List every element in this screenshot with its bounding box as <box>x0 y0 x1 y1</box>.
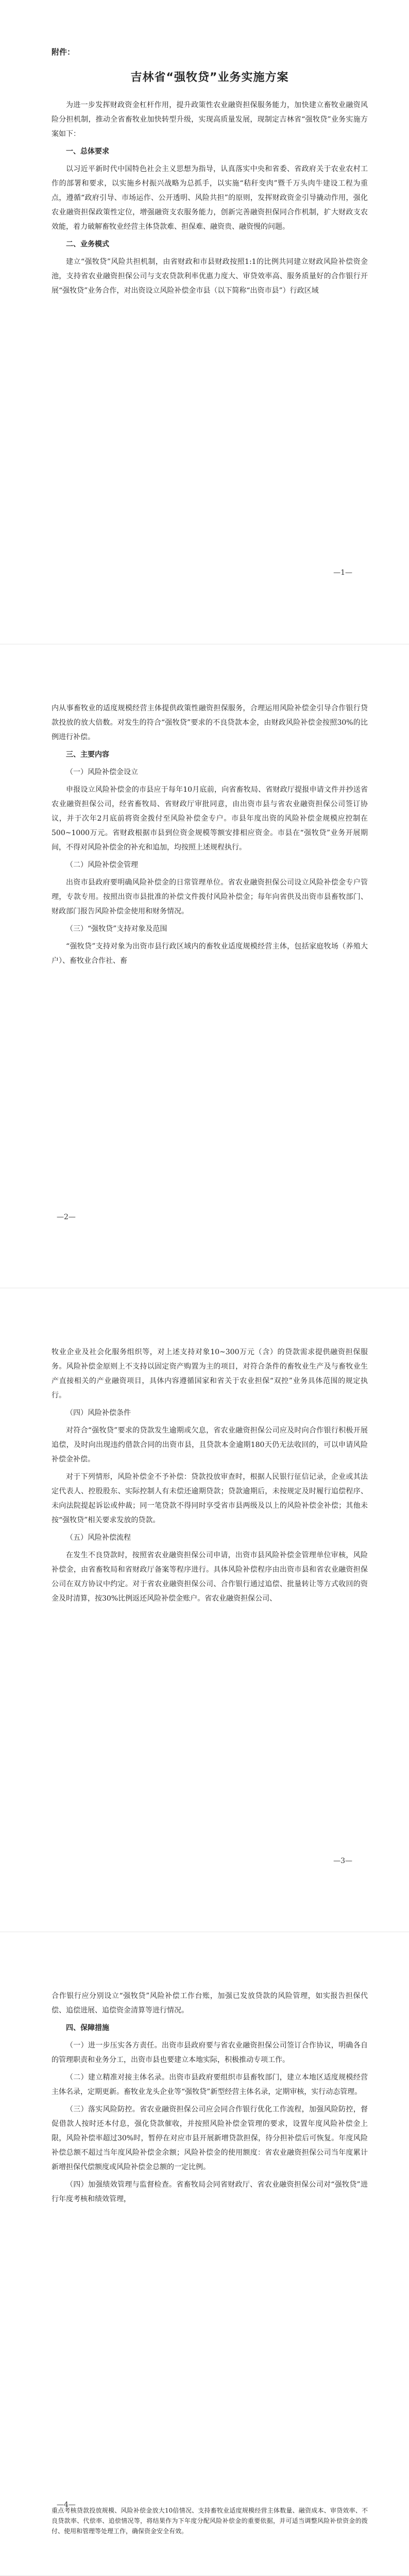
page-1 <box>0 0 409 644</box>
subsection-heading: （四）风险补偿条件 <box>66 1409 131 1417</box>
paragraph: “强牧贷”支持对象为出资市县行政区域内的畜牧业适度规模经营主体，包括家庭牧场（养殖大户）、畜牧业合作社、畜 <box>52 942 368 965</box>
section-heading: 三、主要内容 <box>66 751 109 759</box>
paragraph: （三）落实风险防控。省农业融资担保公司应会同合作银行优化工作流程，加强风险防控，督促借款人按时还本付息，强化贷款催收，并按照风险补偿金管理的要求，设置年度风险补偿金上限，风险补偿率超过30%时，暂停在对应市县开展新增贷款担保，待分担补偿后可恢复。年度风险补偿总额不超过当年度风险补偿金余额；风险补偿金的使用额度：省农业融资担保公司当年度累计新增担保代偿额度或风险补偿金总额的一定比例。 <box>52 2105 368 2171</box>
page-3-content <box>52 1345 368 1609</box>
page-4-content <box>52 1989 368 2209</box>
paragraph: （二）建立精准对接主体名录。出资市县政府要组织市县畜牧部门，建立本地区适度规模经营主体名录，定期更新。畜牧业龙头企业等“强牧贷”新型经营主体名录，定期审核，实行动态管理。 <box>52 2073 368 2096</box>
paragraph: 申报设立风险补偿金的市县应于每年10月底前，向省畜牧局、省财政厅提报申请文件并抄送省农业融资担保公司，经省畜牧局、省财政厅审批同意，由出资市县与省农业融资担保公司签订协议，并于次年2月底前将资金拨付至风险补偿金专户。市县年度出资的风险补偿金规模应控制在500~1000万元。省财政根据市县到位资金规模等额安排相应资金。市县在“强牧贷”业务开展期间，不得对风险补偿金的补充和追加，均按照上述规程执行。 <box>52 786 368 852</box>
paragraph: 出资市县政府要明确风险补偿金的日常管理单位。省农业融资担保公司设立风险补偿金专户管理，专款专用。按照出资市县批准的补偿文件拨付风险补偿金；每年向省供及出资市县畜牧部门、财政部门报告风险补偿金使用和财务情况。 <box>52 878 368 916</box>
paragraph: 内从事畜牧业的适度规模经营主体提供政策性融资担保服务，合理运用风险补偿金引导合作银行贷款投放的放大倍数。对发生的符合“强牧贷”要求的不良贷款本金，由财政风险补偿金按照30%的比例进行补偿。 <box>52 704 368 741</box>
paragraph: 重点考核贷款投放规模、风险补偿金放大10倍情况、支持畜牧业适度规模经营主体数量、融资成本、审贷效率、不良贷款率、代偿率、追偿情况等，将结果作为下年度分配风险补偿金的重要依据，并可适当调整风险补偿资金的拨付、使用和管理等处理工作，确保资金安全有效。 <box>52 2507 368 2535</box>
paragraph: 为进一步发挥财政资金杠杆作用，提升政策性农业融资担保服务能力，加快建立畜牧业融资风险分担机制，推动全省畜牧业加快转型升级，实现高质量发展，现制定吉林省“强牧贷”业务实施方案如下： <box>52 101 368 138</box>
paragraph: 在发生不良贷款时，按照省农业融资担保公司申请，出资市县风险补偿金管理单位审核，风险补偿金，由省畜牧局和省财政厅备案等程序进行。具体风险补偿程序由出资市县和省农业融资担保公司在双方协议中约定。对于省农业融资担保公司、合作银行通过追偿、批量转让等方式收回的资金及时清算，按30%比例返还风险补偿金账户。省农业融资担保公司、 <box>52 1551 368 1603</box>
page-number: —1— <box>333 569 352 577</box>
paragraph: （一）进一步压实各方责任。出资市县政府要与省农业融资担保公司签订合作协议，明确各自的管理职责和业务分工，出资市县也要建立本地实际，积极推动专项工作。 <box>52 2041 368 2064</box>
paragraph: （四）加强绩效管理与监督检查。省畜牧局会同省财政厅、省农业融资担保公司对“强牧贷”进行年度考核和绩效管理， <box>52 2181 368 2203</box>
paragraph: 以习近平新时代中国特色社会主义思想为指导，认真落实中央和省委、省政府关于农业农村工作的部署和要求，以实施乡村振兴战略为总抓手，以实施“秸秆变肉”暨千万头肉牛建设工程为重点，遵循“政府引导、市场运作、公开透明、风险共担”的原则，发挥财政资金引导撬动作用，强化农业融资担保政策性定位，增强融资支农服务能力，创新完善融资担保同合作机制，扩大财政支农效能，着力破解畜牧业经营主体贷款难、担保难、融资贵、融资慢的问题。 <box>52 165 368 231</box>
section-heading: 一、总体要求 <box>66 147 109 156</box>
section-heading: 二、业务模式 <box>66 240 109 248</box>
paragraph: 对符合“强牧贷”要求的贷款发生逾期或欠息，省农业融资担保公司应及时向合作银行积极开展追偿，及时向出现违约借款合同的出资市县，且贷款本金逾期180天仍无法收回的，可以申请风险补偿金补偿。 <box>52 1426 368 1464</box>
page-2 <box>0 644 409 1288</box>
paragraph: 牧业企业及社会化服务组织等，对上述支持对象10~300万元（含）的贷款需求提供融资担保服务。风险补偿金原则上不支持以固定资产购置为主的项目，对符合条件的畜牧业生产及与畜牧业生产直接相关的产业融资项目，具体内容遵循国家和省关于农业担保“双控”业务具体范围的规定执行。 <box>52 1348 368 1400</box>
page-3 <box>0 1288 409 1932</box>
section-heading: 四、保障措施 <box>66 2024 109 2032</box>
page-number: —2— <box>57 1213 76 1221</box>
subsection-heading: （一）风险补偿金设立 <box>66 768 138 776</box>
page-5-content <box>52 2505 368 2539</box>
paragraph: 建立“强牧贷”风险共担机制，由省财政和市县财政按照1:1的比例共同建立财政风险补偿资金池，支持省农业融资担保公司与支农贷款利率优惠力度大、审贷效率高、服务质量好的合作银行开展“强牧贷”业务合作，对出资设立风险补偿金市县（以下简称“出资市县”）行政区域 <box>52 258 368 295</box>
attachment-label: 附件： <box>52 47 75 57</box>
document-title: 吉林省“强牧贷”业务实施方案 <box>130 71 289 84</box>
subsection-heading: （三）“强牧贷”支持对象及范围 <box>66 925 167 933</box>
page-1-content <box>52 47 368 301</box>
page-2-content <box>52 701 368 971</box>
subsection-heading: （五）风险补偿流程 <box>66 1534 131 1542</box>
paragraph: 合作银行应分别设立“强牧贷”风险补偿工作台账，加强已发放贷款的风险管理，如实报告担保代偿、追偿进展、追偿资金清算等进行情况。 <box>52 1992 368 2015</box>
page-4 <box>0 1932 409 2576</box>
subsection-heading: （二）风险补偿金管理 <box>66 861 138 869</box>
paragraph: 对于下列情形，风险补偿金不予补偿：贷款投放审查时，根据人民银行征信记录，企业或其法定代表人、控股股东、实际控制人有未偿还逾期贷款；贷款逾期后，未按规定及时履行追偿程序、未向法院提起诉讼或仲裁；同一笔贷款不得同时享受省市县两级及以上的风险补偿金补偿；其他未按“强牧贷”相关要求发放的贷款。 <box>52 1473 368 1524</box>
page-number: —3— <box>333 1857 352 1865</box>
page-number: —4— <box>57 2501 76 2509</box>
